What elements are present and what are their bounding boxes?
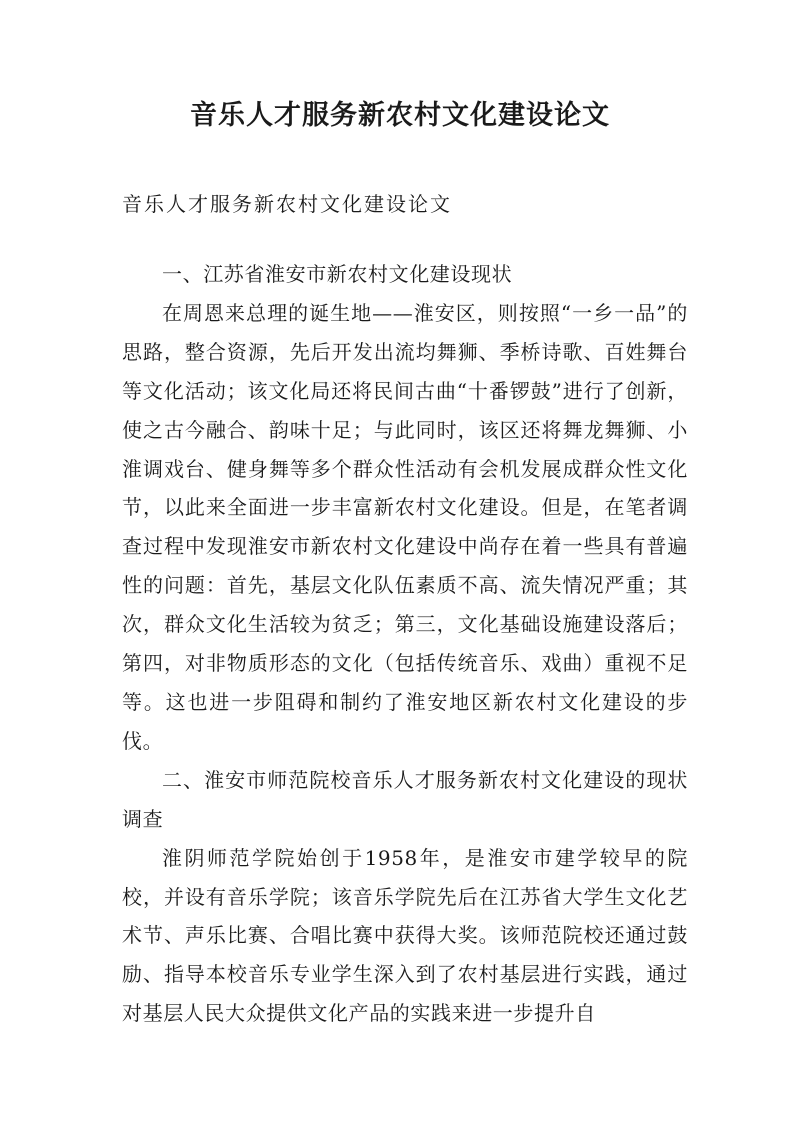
body-paragraph-2: 淮阴师范学院始创于1958年，是淮安市建学较早的院校，并设有音乐学院；该音乐学院先后在江苏省大学生文化艺术节、声乐比赛、合唱比赛中获得大奖。该师范院校还通过鼓励、指导本校音乐专业学生深入到了农村基层进行实践，通过对基层人民大众提供文化产品的实践来进一步提升自: [122, 845, 688, 1026]
section-heading-1: 一、江苏省淮安市新农村文化建设现状: [162, 262, 513, 286]
body-paragraph-1: 在周恩来总理的诞生地——淮安区，则按照“一乡一品”的思路，整合资源，先后开发出流均舞狮、季桥诗歌、百姓舞台等文化活动；该文化局还将民间古曲“十番锣鼓”进行了创新，使之古今融合、韵味十足；与此同时，该区还将舞龙舞狮、小淮调戏台、健身舞等多个群众性活动有会机发展成群众性文化节，以此来全面进一步丰富新农村文化建设。但是，在笔者调查过程中发现淮安市新农村文化建设中尚存在着一些具有普遍性的问题：首先，基层文化队伍素质不高、流失情况严重；其次，群众文化生活较为贫乏；第三，文化基础设施建设落后；第四，对非物质形态的文化（包括传统音乐、戏曲）重视不足等。这也进一步阻碍和制约了淮安地区新农村文化建设的步伐。: [122, 300, 688, 753]
document-title: 音乐人才服务新农村文化建设论文: [190, 100, 610, 131]
section-heading-2: 二、淮安市师范院校音乐人才服务新农村文化建设的现状调查: [122, 767, 688, 831]
document-subtitle: 音乐人才服务新农村文化建设论文: [122, 192, 452, 216]
document-body: [122, 255, 688, 1033]
